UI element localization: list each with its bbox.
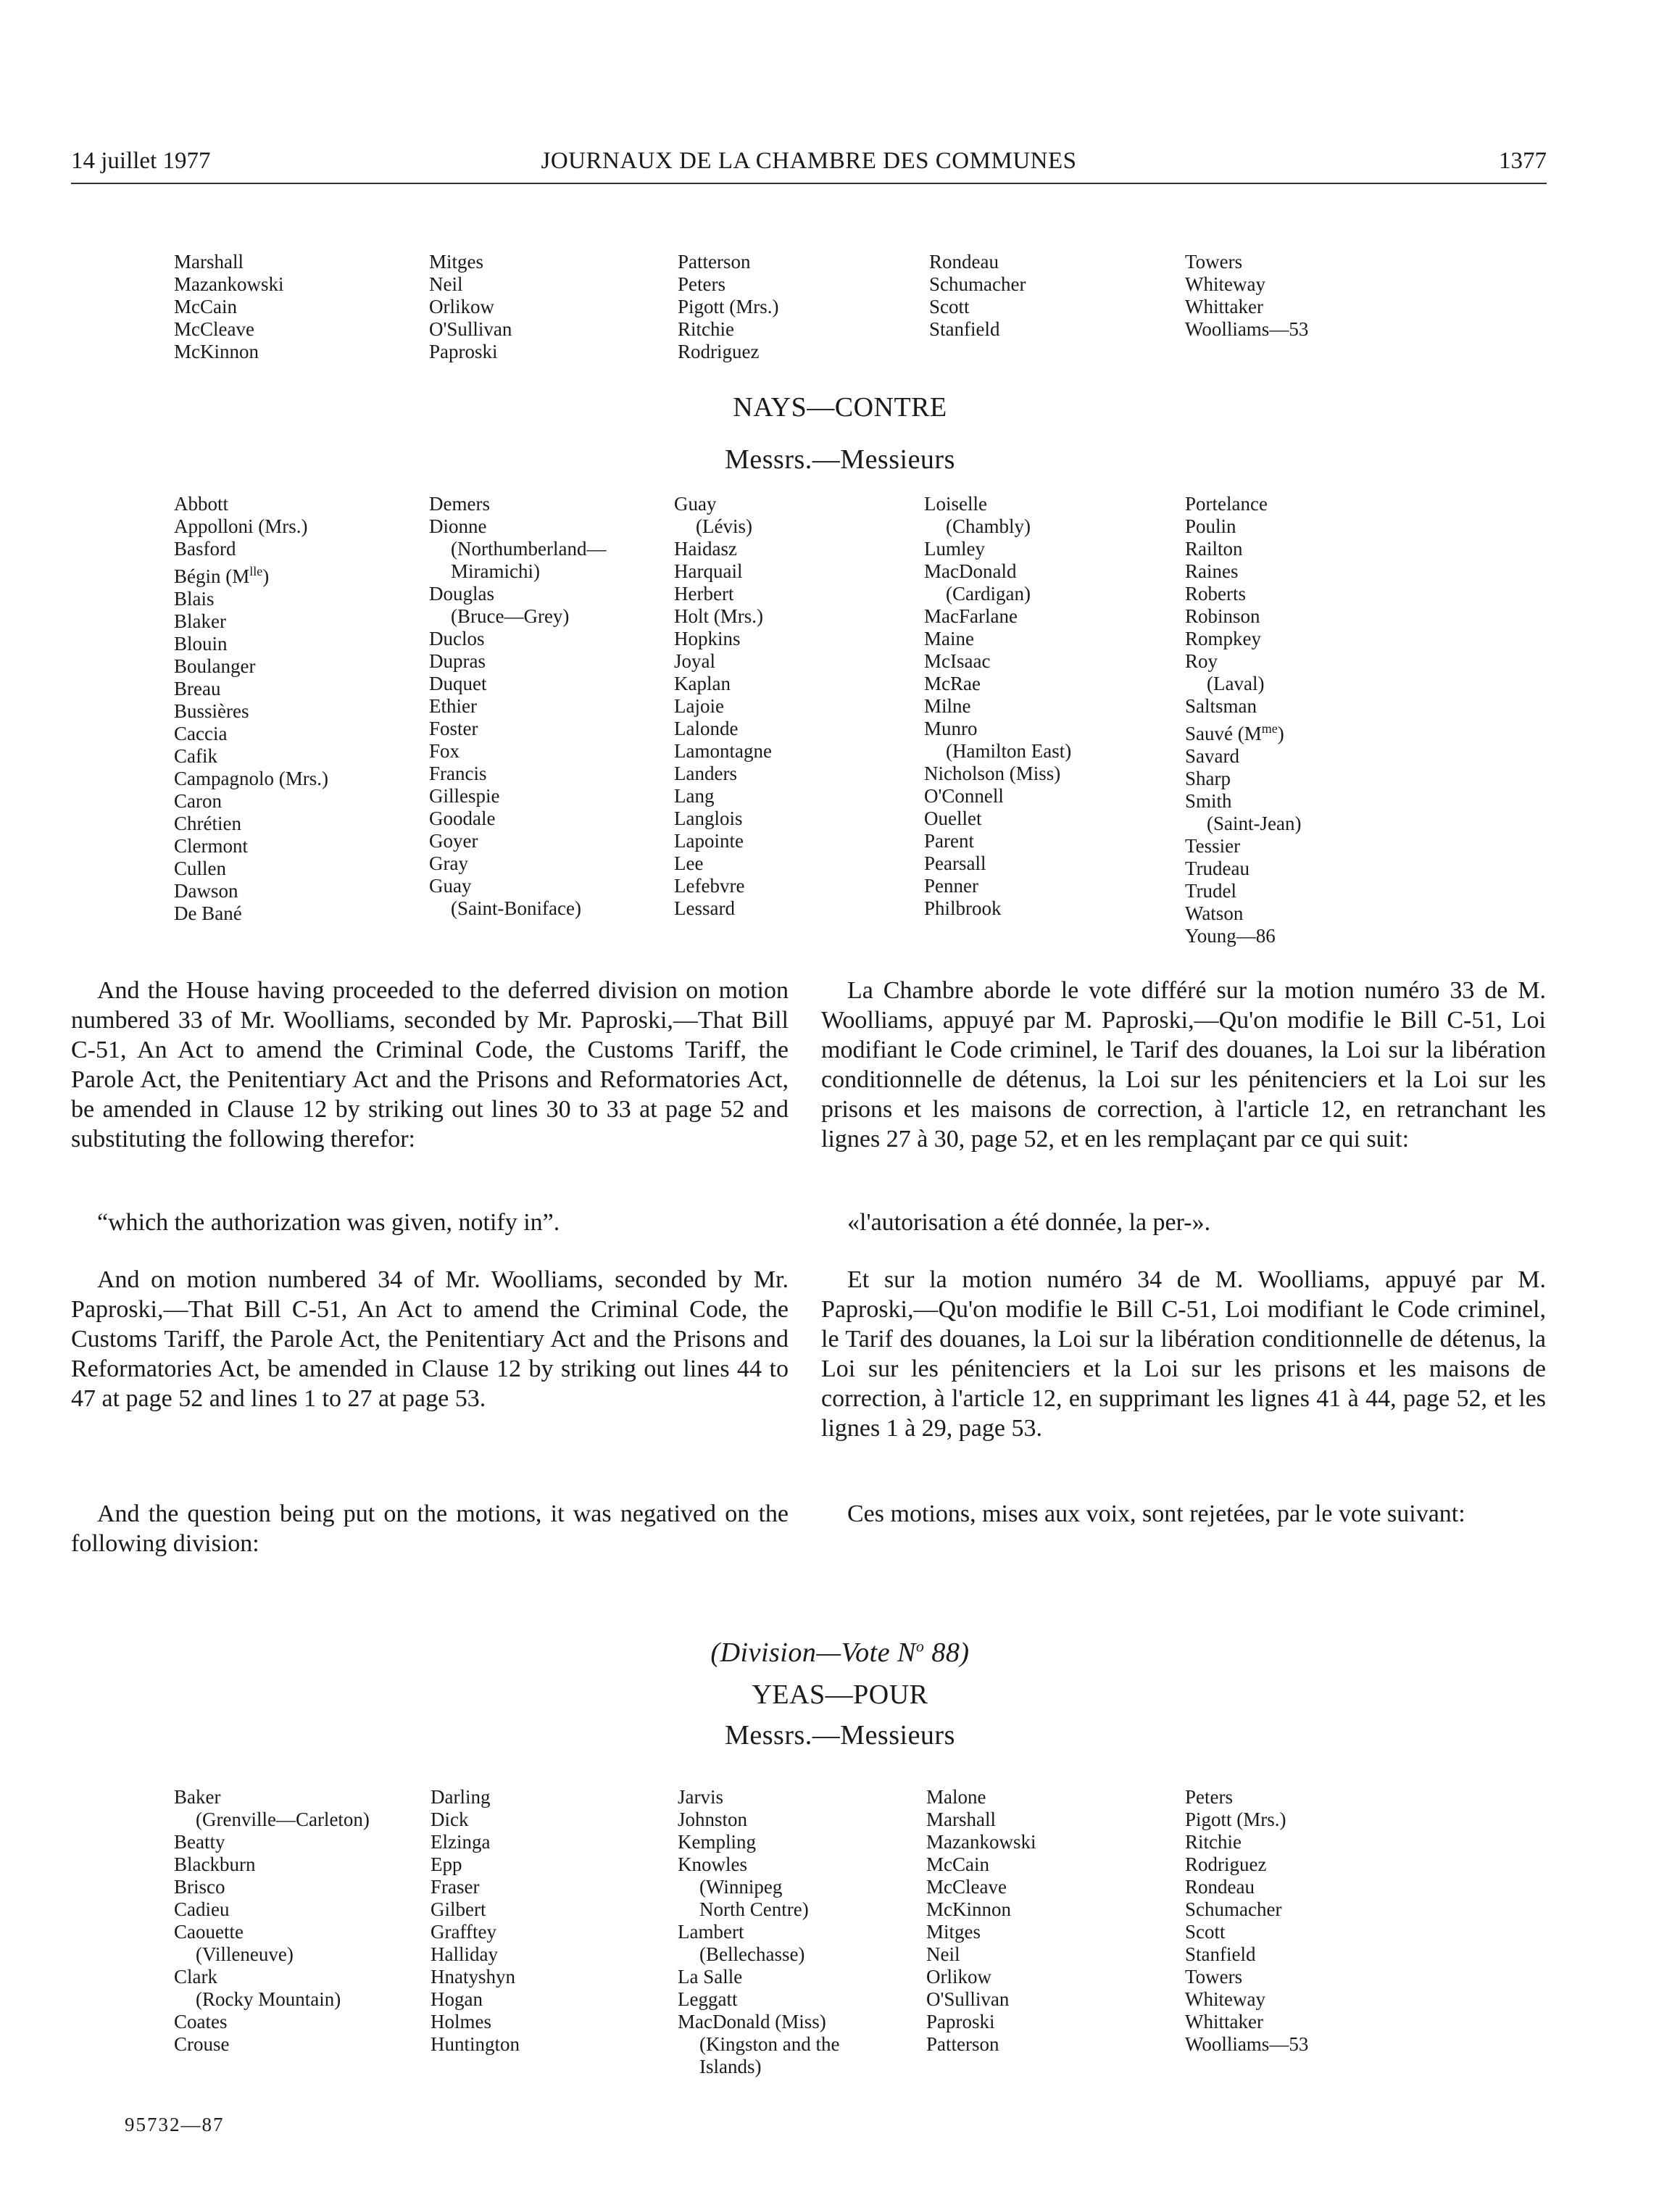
nays-subheading: Messrs.—Messieurs xyxy=(725,444,955,475)
member-name: (Winnipeg xyxy=(699,1876,783,1898)
paragraph-en-3: And on motion numbered 34 of Mr. Woolliams, seconded by Mr. Paproski,—That Bill C-51, An Act to amend the Criminal Code, the Customs Tariff, the Parole Act, the Penitentiary Act and the Prisons and Reformatories Act, be amended in Clause 12 by striking out lines 44 to 47 at page 52 and lines 1 to 27 at page 53. xyxy=(71,1266,789,1412)
member-name: Ritchie xyxy=(1185,1831,1242,1853)
member-name: Ouellet xyxy=(924,807,982,829)
member-name: Guay xyxy=(429,875,472,897)
member-name: Gillespie xyxy=(429,785,500,807)
member-name: McRae xyxy=(924,673,981,694)
member-name: Fox xyxy=(429,740,460,762)
roster-column xyxy=(431,1786,520,2056)
member-name: Cadieu xyxy=(174,1898,230,1920)
yeas-heading: YEAS—POUR xyxy=(752,1679,928,1710)
member-name: McKinnon xyxy=(926,1898,1011,1920)
paragraph-fr-2: «l'autorisation a été donnée, la per-». xyxy=(847,1209,1211,1236)
member-name: McCain xyxy=(926,1853,989,1875)
member-name: Appolloni (Mrs.) xyxy=(174,515,308,537)
member-name: (Lévis) xyxy=(696,515,752,537)
member-name: Marshall xyxy=(174,251,244,273)
member-name: (Hamilton East) xyxy=(946,740,1072,762)
member-name: Smith xyxy=(1185,790,1232,812)
member-name: Penner xyxy=(924,875,978,897)
member-name: Dawson xyxy=(174,880,238,902)
member-name: Elzinga xyxy=(431,1831,491,1853)
member-name: Tessier xyxy=(1185,835,1241,857)
member-name: Hogan xyxy=(431,1988,483,2010)
member-name: Scott xyxy=(929,296,970,317)
member-name: Jarvis xyxy=(678,1786,723,1808)
member-name: Lessard xyxy=(674,897,735,919)
member-name: (Laval) xyxy=(1207,673,1265,694)
member-name: Baker xyxy=(174,1786,221,1808)
member-name: Bégin $(M^{lle})$ xyxy=(174,564,270,587)
member-name: Johnston xyxy=(678,1809,748,1830)
member-name: Goyer xyxy=(429,830,478,852)
member-name: Lapointe xyxy=(674,830,744,852)
roster-column xyxy=(174,251,283,363)
member-name: Lumley xyxy=(924,538,985,560)
member-name: Lee xyxy=(674,852,704,874)
member-name: Orlikow xyxy=(926,1966,991,1988)
member-name: Kaplan xyxy=(674,673,731,694)
member-name: Paproski xyxy=(926,2011,995,2032)
member-name: Guay xyxy=(674,493,717,515)
header-date: 14 juillet 1977 xyxy=(71,148,211,174)
member-name: Philbrook xyxy=(924,897,1002,919)
member-name: Rodriguez xyxy=(1185,1853,1267,1875)
member-name: Maine xyxy=(924,628,974,649)
member-name: MacDonald (Miss) xyxy=(678,2011,826,2032)
member-name: De Bané xyxy=(174,902,242,924)
member-name: Lambert xyxy=(678,1921,744,1943)
member-name: Demers xyxy=(429,493,490,515)
member-name: Schumacher xyxy=(1185,1898,1282,1920)
member-name: Hnatyshyn xyxy=(431,1966,515,1988)
member-name: Mazankowski xyxy=(926,1831,1036,1853)
member-name: Islands) xyxy=(699,2056,762,2077)
member-name: Stanfield xyxy=(1185,1943,1256,1965)
member-name: Stanfield xyxy=(929,318,1000,340)
member-name: Holt (Mrs.) xyxy=(674,605,763,627)
member-name: Gilbert xyxy=(431,1898,486,1920)
member-name: Huntington xyxy=(431,2033,520,2055)
member-name: Portelance xyxy=(1185,493,1268,515)
member-name: Campagnolo (Mrs.) xyxy=(174,768,328,789)
member-name: Munro xyxy=(924,718,978,739)
member-name: Duquet xyxy=(429,673,487,694)
member-name: Breau xyxy=(174,678,221,699)
member-name: Rodriguez xyxy=(678,341,760,362)
roster-column xyxy=(174,1786,370,2056)
member-name: (Cardigan) xyxy=(946,583,1031,605)
member-name: (Bellechasse) xyxy=(699,1943,805,1965)
member-name: Sharp xyxy=(1185,768,1231,789)
member-name: Ethier xyxy=(429,695,477,717)
member-name: Whiteway xyxy=(1185,1988,1265,2010)
member-name: Halliday xyxy=(431,1943,498,1965)
member-name: Trudeau xyxy=(1185,858,1250,879)
member-name: Langlois xyxy=(674,807,743,829)
member-name: Haidasz xyxy=(674,538,737,560)
member-name: Blouin xyxy=(174,633,228,655)
member-name: Basford xyxy=(174,538,236,560)
member-name: Duclos xyxy=(429,628,485,649)
member-name: McCain xyxy=(174,296,237,317)
page-number: 1377 xyxy=(1499,148,1547,174)
member-name: Goodale xyxy=(429,807,496,829)
running-header xyxy=(71,145,1547,184)
member-name: Lang xyxy=(674,785,715,807)
member-name: Roy xyxy=(1185,650,1218,672)
member-name: Brisco xyxy=(174,1876,225,1898)
member-name: Whittaker xyxy=(1185,296,1263,317)
nays-heading: NAYS—CONTRE xyxy=(733,392,947,423)
member-name: Cullen xyxy=(174,858,226,879)
member-name: Hopkins xyxy=(674,628,741,649)
member-name: Milne xyxy=(924,695,971,717)
roster-column xyxy=(929,251,1026,341)
member-name: Trudel xyxy=(1185,880,1237,902)
member-name: McIsaac xyxy=(924,650,991,672)
member-name: Douglas xyxy=(429,583,494,605)
roster-column xyxy=(674,493,772,920)
division-heading: (Division—Vote $N^o$ 88) xyxy=(710,1637,970,1668)
roster-column xyxy=(1185,1786,1308,2056)
yeas-subheading: Messrs.—Messieurs xyxy=(725,1720,955,1751)
member-name: Peters xyxy=(678,273,725,295)
member-name: Miramichi) xyxy=(451,560,540,582)
member-name: (Saint-Jean) xyxy=(1207,813,1302,834)
member-name: Loiselle xyxy=(924,493,987,515)
member-name: Crouse xyxy=(174,2033,230,2055)
member-name: Fraser xyxy=(431,1876,480,1898)
member-name: Orlikow xyxy=(429,296,494,317)
roster-column xyxy=(1185,493,1301,947)
member-name: Pearsall xyxy=(924,852,986,874)
member-name: O'Sullivan xyxy=(429,318,512,340)
member-name: Mitges xyxy=(429,251,484,273)
member-name: Foster xyxy=(429,718,478,739)
member-name: Pigott (Mrs.) xyxy=(1185,1809,1286,1830)
member-name: Gray xyxy=(429,852,468,874)
member-name: Young—86 xyxy=(1185,925,1276,947)
footer-code: 95732—87 xyxy=(125,2114,225,2135)
member-name: Mazankowski xyxy=(174,273,284,295)
paragraph-en-4: And the question being put on the motions, it was negatived on the following division: xyxy=(71,1500,789,1557)
member-name: (Bruce—Grey) xyxy=(451,605,570,627)
member-name: Rompkey xyxy=(1185,628,1261,649)
member-name: Clermont xyxy=(174,835,248,857)
member-name: Knowles xyxy=(678,1853,747,1875)
member-name: Holmes xyxy=(431,2011,491,2032)
member-name: Towers xyxy=(1185,1966,1243,1988)
roster-column xyxy=(1185,251,1308,341)
member-name: Nicholson (Miss) xyxy=(924,763,1061,784)
member-name: (Villeneuve) xyxy=(196,1943,294,1965)
member-name: Marshall xyxy=(926,1809,996,1830)
member-name: Dick xyxy=(431,1809,469,1830)
roster-column xyxy=(174,493,328,925)
member-name: Railton xyxy=(1185,538,1243,560)
member-name: Pigott (Mrs.) xyxy=(678,296,779,317)
member-name: MacDonald xyxy=(924,560,1017,582)
member-name: Robinson xyxy=(1185,605,1260,627)
member-name: Patterson xyxy=(926,2033,999,2055)
roster-column xyxy=(678,251,779,363)
member-name: Patterson xyxy=(678,251,751,273)
roster-column xyxy=(429,251,512,363)
member-name: Boulanger xyxy=(174,655,256,677)
member-name: Neil xyxy=(429,273,463,295)
member-name: Saltsman xyxy=(1185,695,1257,717)
member-name: Mitges xyxy=(926,1921,981,1943)
member-name: Herbert xyxy=(674,583,734,605)
member-name: Savard xyxy=(1185,745,1239,767)
member-name: Caron xyxy=(174,790,222,812)
member-name: McCleave xyxy=(174,318,254,340)
member-name: Towers xyxy=(1185,251,1243,273)
member-name: La Salle xyxy=(678,1966,743,1988)
member-name: Woolliams—53 xyxy=(1185,318,1309,340)
member-name: Dupras xyxy=(429,650,486,672)
member-name: (Saint-Boniface) xyxy=(451,897,581,919)
member-name: Whittaker xyxy=(1185,2011,1263,2032)
member-name: Lamontagne xyxy=(674,740,772,762)
member-name: Harquail xyxy=(674,560,743,582)
member-name: Joyal xyxy=(674,650,715,672)
member-name: Malone xyxy=(926,1786,986,1808)
member-name: (Chambly) xyxy=(946,515,1031,537)
member-name: Coates xyxy=(174,2011,228,2032)
member-name: Darling xyxy=(431,1786,491,1808)
member-name: Lalonde xyxy=(674,718,739,739)
member-name: MacFarlane xyxy=(924,605,1018,627)
member-name: Paproski xyxy=(429,341,498,362)
paragraph-en-2: “which the authorization was given, notify in”. xyxy=(97,1209,560,1236)
member-name: Whiteway xyxy=(1185,273,1265,295)
member-name: (Rocky Mountain) xyxy=(196,1988,341,2010)
member-name: Francis xyxy=(429,763,487,784)
member-name: McCleave xyxy=(926,1876,1007,1898)
member-name: Peters xyxy=(1185,1786,1233,1808)
member-name: Clark xyxy=(174,1966,217,1988)
paragraph-fr-3: Et sur la motion numéro 34 de M. Woolliams, appuyé par M. Paproski,—Qu'on modifie le Bill C-51, Loi modifiant le Code criminel, le Tarif des douanes, la Loi sur la libération conditionnelle de détenus, la Loi sur les pénitenciers et la Loi sur les prisons et les maisons de correction, à l'article 12, en supprimant les lignes 41 à 44, page 52, et les lignes 1 à 29, page 53. xyxy=(821,1266,1546,1442)
member-name: Blackburn xyxy=(174,1853,256,1875)
member-name: O'Sullivan xyxy=(926,1988,1010,2010)
member-name: Watson xyxy=(1185,902,1244,924)
member-name: Chrétien xyxy=(174,813,241,834)
member-name: Ritchie xyxy=(678,318,734,340)
member-name: Caouette xyxy=(174,1921,244,1943)
member-name: Dionne xyxy=(429,515,487,537)
member-name: Grafftey xyxy=(431,1921,496,1943)
header-title: JOURNAUX DE LA CHAMBRE DES COMMUNES xyxy=(541,148,1077,174)
member-name: North Centre) xyxy=(699,1898,809,1920)
member-name: Bussières xyxy=(174,700,249,722)
member-name: Raines xyxy=(1185,560,1239,582)
member-name: Lefebvre xyxy=(674,875,745,897)
paragraph-en-1: And the House having proceeded to the deferred division on motion numbered 33 of Mr. Woolliams, seconded by Mr. Paproski,—That Bill C-51, An Act to amend the Criminal Code, the Customs Tariff, the Parole Act, the Penitentiary Act and the Prisons and Reformatories Act, be amended in Clause 12 by striking out lines 30 to 33 at page 52 and substituting the following therefor: xyxy=(71,977,789,1153)
roster-column xyxy=(926,1786,1036,2056)
member-name: Blaker xyxy=(174,610,226,632)
member-name: Lajoie xyxy=(674,695,724,717)
paragraph-fr-4: Ces motions, mises aux voix, sont rejetées, par le vote suivant: xyxy=(847,1500,1465,1527)
member-name: Leggatt xyxy=(678,1988,738,2010)
member-name: O'Connell xyxy=(924,785,1004,807)
member-name: Poulin xyxy=(1185,515,1236,537)
member-name: Scott xyxy=(1185,1921,1226,1943)
paragraph-fr-1: La Chambre aborde le vote différé sur la motion numéro 33 de M. Woolliams, appuyé par M. Paproski,—Qu'on modifie le Bill C-51, Loi modifiant le Code criminel, le Tarif des douanes, la Loi sur la libération conditionnelle de détenus, la Loi sur les pénitenciers et la Loi sur les prisons et les maisons de correction, à l'article 12, en retranchant les lignes 27 à 30, page 52, et en les remplaçant par ce qui suit: xyxy=(821,977,1546,1153)
member-name: Blais xyxy=(174,588,215,610)
member-name: Cafik xyxy=(174,745,217,767)
member-name: Beatty xyxy=(174,1831,225,1853)
roster-column xyxy=(924,493,1071,920)
member-name: Rondeau xyxy=(929,251,999,273)
roster-column xyxy=(678,1786,839,2078)
member-name: Woolliams—53 xyxy=(1185,2033,1309,2055)
member-name: Parent xyxy=(924,830,974,852)
member-name: Abbott xyxy=(174,493,229,515)
member-name: Schumacher xyxy=(929,273,1026,295)
member-name: (Grenville—Carleton) xyxy=(196,1809,370,1830)
member-name: (Kingston and the xyxy=(699,2033,840,2055)
member-name: Caccia xyxy=(174,723,228,744)
roster-column xyxy=(429,493,606,920)
member-name: (Northumberland— xyxy=(451,538,607,560)
member-name: Epp xyxy=(431,1853,462,1875)
member-name: Neil xyxy=(926,1943,960,1965)
member-name: Rondeau xyxy=(1185,1876,1255,1898)
member-name: Sauvé $(M^{me})$ xyxy=(1185,721,1284,744)
member-name: Landers xyxy=(674,763,737,784)
member-name: McKinnon xyxy=(174,341,259,362)
member-name: Roberts xyxy=(1185,583,1246,605)
member-name: Kempling xyxy=(678,1831,756,1853)
